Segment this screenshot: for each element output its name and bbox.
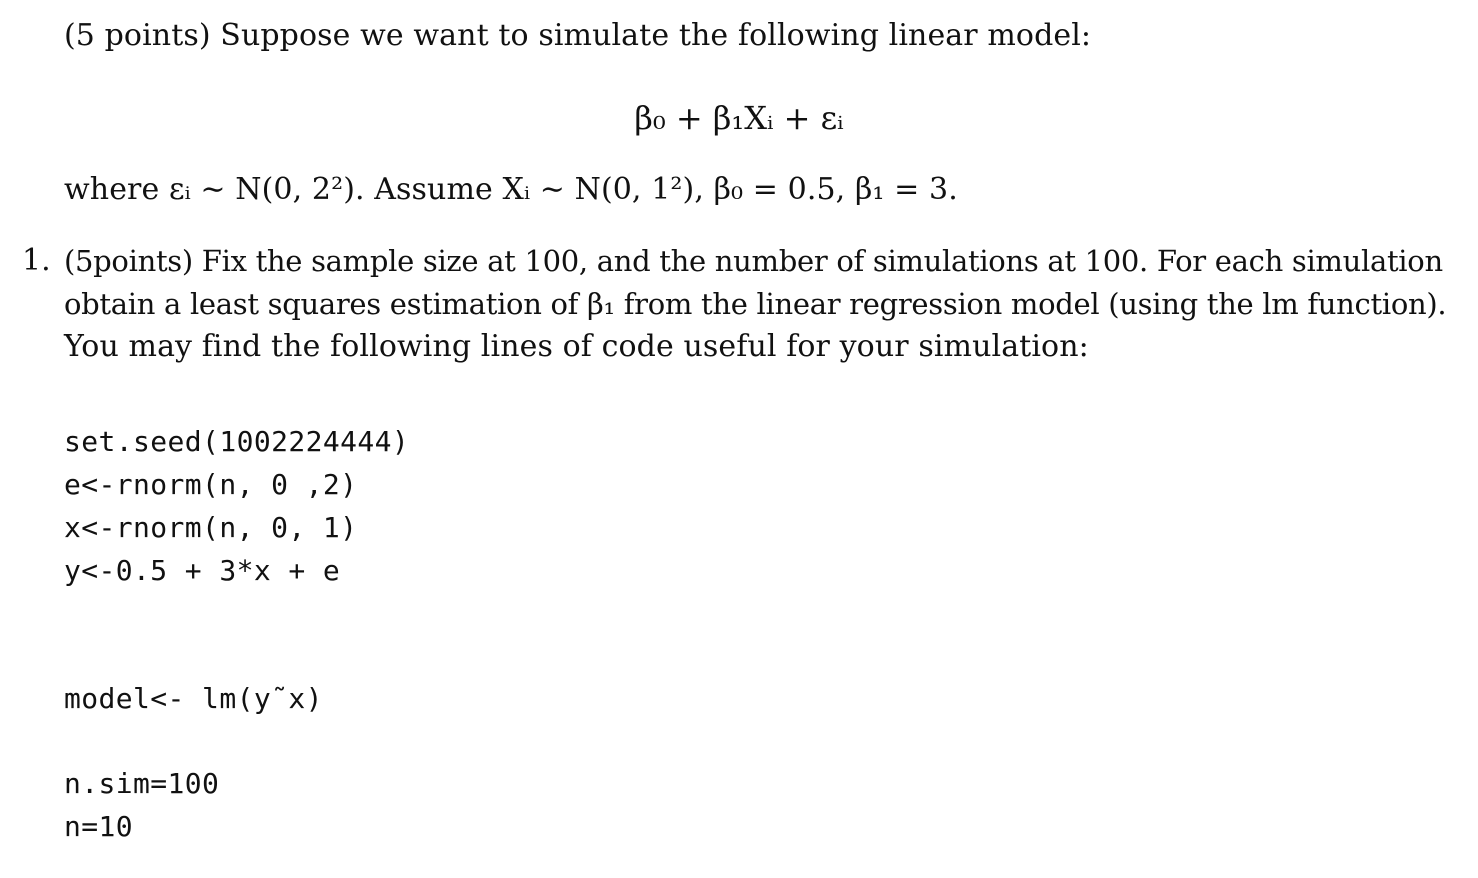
intro-text: (5 points) Suppose we want to simulate the following linear model:: [64, 18, 1092, 53]
model-equation: β₀ + β₁Xᵢ + εᵢ: [634, 99, 844, 137]
question-number: 1.: [22, 243, 51, 278]
where-text: where εᵢ ∼ N(0, 2²). Assume Xᵢ ∼ N(0, 1²), β₀ = 0.5, β₁ = 3.: [64, 172, 958, 207]
code-line: e<-rnorm(n, 0 ,2): [64, 468, 358, 501]
code-line: n.sim=100: [64, 767, 220, 800]
code-line: y<-0.5 + 3*x + e: [64, 554, 341, 587]
code-line: set.seed(1002224444): [64, 425, 410, 458]
code-line: x<-rnorm(n, 0, 1): [64, 511, 358, 544]
code-line: n=10: [64, 810, 134, 843]
question-line-1: (5points) Fix the sample size at 100, and the number of simulations at 100. For each simulation: [64, 244, 1443, 278]
question-line-3: You may find the following lines of code useful for your simulation:: [64, 329, 1089, 364]
code-line: model<- lm(y˜x): [64, 682, 323, 715]
question-line-2: obtain a least squares estimation of β₁ from the linear regression model (using the lm function).: [64, 287, 1447, 321]
